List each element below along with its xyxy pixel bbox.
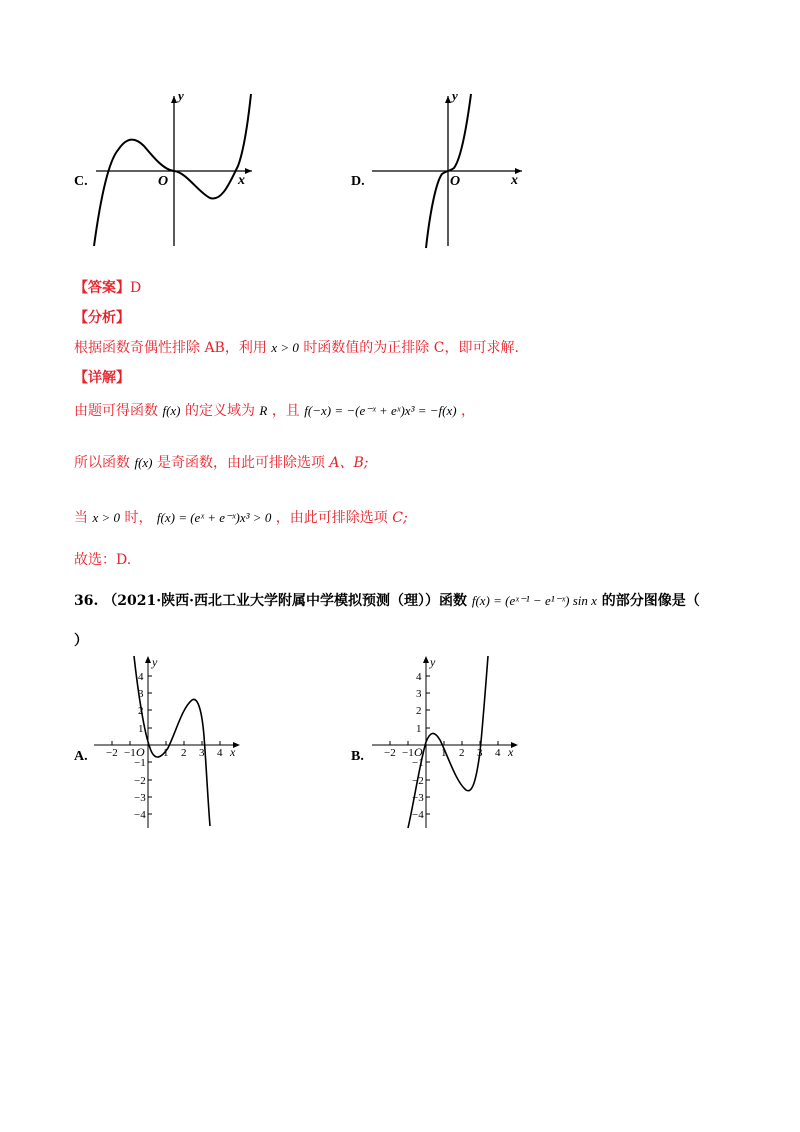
graph-a-xtick-m2: −2 — [106, 747, 118, 759]
graph-b-xtick-m2: −2 — [384, 747, 396, 759]
graph-a-ytick-2: 2 — [138, 705, 144, 717]
detail-3-text-a: 当 — [74, 510, 88, 526]
graph-b-xtick-3: 3 — [477, 747, 483, 759]
graph-b-y-arrow — [423, 656, 429, 663]
graph-b-y-label: y — [430, 655, 436, 669]
graph-b-origin: O — [414, 745, 423, 759]
graph-d-x-label: x — [511, 173, 518, 188]
detail-3-text-b: 时， — [124, 510, 153, 526]
graph-b-ytick-m1: −1 — [412, 757, 424, 769]
detail-line-2 — [74, 452, 369, 472]
graph-d-y-label: y — [452, 92, 458, 103]
graph-a-x-label: x — [230, 745, 236, 759]
detail-1-math-fx: f(x) — [162, 403, 181, 418]
graph-c-curve — [94, 94, 251, 246]
graph-a-ytick-m3: −3 — [134, 792, 146, 804]
graph-b-ytick-m4: −4 — [412, 809, 424, 821]
option-d-label: D. — [351, 174, 365, 189]
detail-1-math-odd: f(−x) = −(e⁻ˣ + eˣ)x³ = −f(x) — [304, 403, 457, 418]
graph-a-xtick-m1: −1 — [124, 747, 136, 759]
graph-b-ytick-m3: −3 — [412, 792, 424, 804]
graph-a-ytick-m1: −1 — [134, 757, 146, 769]
question-number: 36. — [74, 593, 99, 609]
detail-3-math-fx: f(x) = (eˣ + e⁻ˣ)x³ > 0 — [156, 510, 272, 525]
detail-1-text-d: ， — [461, 403, 475, 419]
graph-c-y-label: y — [178, 92, 184, 103]
graph-a-ytick-m2: −2 — [134, 775, 146, 787]
detail-1-text-c: ，且 — [271, 403, 300, 419]
option-b-label: B. — [351, 749, 364, 764]
graph-a-y-label: y — [152, 655, 158, 669]
graph-c-x-arrow — [245, 168, 252, 174]
analysis-line — [74, 337, 519, 357]
graph-a-ytick-1: 1 — [138, 723, 144, 735]
graph-b-xtick-m1: −1 — [402, 747, 414, 759]
detail-1-text-a: 由题可得函数 — [74, 403, 158, 419]
answer-value: D — [130, 280, 142, 296]
graph-a-ytick-m4: −4 — [134, 809, 146, 821]
detail-line-3 — [74, 507, 408, 527]
analysis-post: 时函数值的为正排除 C，即可求解. — [303, 340, 519, 356]
graph-b-xtick-2: 2 — [459, 747, 465, 759]
graph-d-y-arrow — [445, 96, 451, 103]
graph-c-x-label: x — [238, 173, 245, 188]
graph-c-y-arrow — [171, 96, 177, 103]
graph-a-origin: O — [136, 745, 145, 759]
graph-b-x-label: x — [508, 745, 514, 759]
graph-b-xtick-4: 4 — [495, 747, 501, 759]
graph-a-xtick-4: 4 — [217, 747, 223, 759]
option-c-label: C. — [74, 174, 88, 189]
question-line — [74, 590, 700, 610]
graph-a-y-arrow — [145, 656, 151, 663]
option-a-label: A. — [74, 749, 88, 764]
graph-a-ytick-3: 3 — [138, 688, 144, 700]
analysis-pre: 根据函数奇偶性排除 AB，利用 — [74, 340, 267, 356]
detail-2-math-fx: f(x) — [134, 455, 153, 470]
graph-b-ytick-3: 3 — [416, 688, 422, 700]
graph-a-xtick-3: 3 — [199, 747, 205, 759]
detail-line-4: 故选：D. — [74, 552, 132, 568]
question-source: （2021·陕西·西北工业大学附属中学模拟预测（理））函数 — [103, 593, 467, 609]
detail-2-text-a: 所以函数 — [74, 455, 130, 471]
question-tail: 的部分图像是（ — [601, 593, 700, 609]
graph-b-ytick-4: 4 — [416, 671, 422, 683]
graph-a-xtick-2: 2 — [181, 747, 187, 759]
graph-b-ytick-2: 2 — [416, 705, 422, 717]
answer-tag: 【答案】 — [74, 280, 130, 296]
question-formula: f(x) = (eˣ⁻¹ − e¹⁻ˣ) sin x — [471, 593, 597, 608]
graph-d-origin: O — [450, 174, 461, 189]
detail-tag: 【详解】 — [74, 370, 130, 386]
graph-c-origin: O — [158, 174, 169, 189]
graph-b — [368, 652, 528, 832]
graph-b-xtick-1: 1 — [441, 747, 447, 759]
detail-3-text-d: C; — [392, 510, 408, 526]
graph-c — [88, 92, 258, 252]
detail-2-text-c: A、B; — [329, 455, 369, 471]
detail-line-1 — [74, 400, 475, 420]
detail-2-text-b: 是奇函数，由此可排除选项 — [156, 455, 325, 471]
graph-b-ytick-1: 1 — [416, 723, 422, 735]
detail-1-text-b: 的定义域为 — [184, 403, 255, 419]
graph-d — [368, 92, 528, 252]
detail-1-math-r: R — [259, 403, 268, 418]
detail-3-math-x: x > 0 — [92, 510, 120, 525]
graph-a-ytick-4: 4 — [138, 671, 144, 683]
analysis-math: x > 0 — [271, 340, 299, 355]
graph-a — [90, 652, 250, 832]
answer-line — [74, 277, 141, 297]
detail-3-text-c: ，由此可排除选项 — [275, 510, 388, 526]
graph-b-ytick-m2: −2 — [412, 775, 424, 787]
analysis-tag: 【分析】 — [74, 310, 130, 326]
graph-a-xtick-1: 1 — [163, 747, 169, 759]
question-close: ） — [74, 633, 88, 649]
